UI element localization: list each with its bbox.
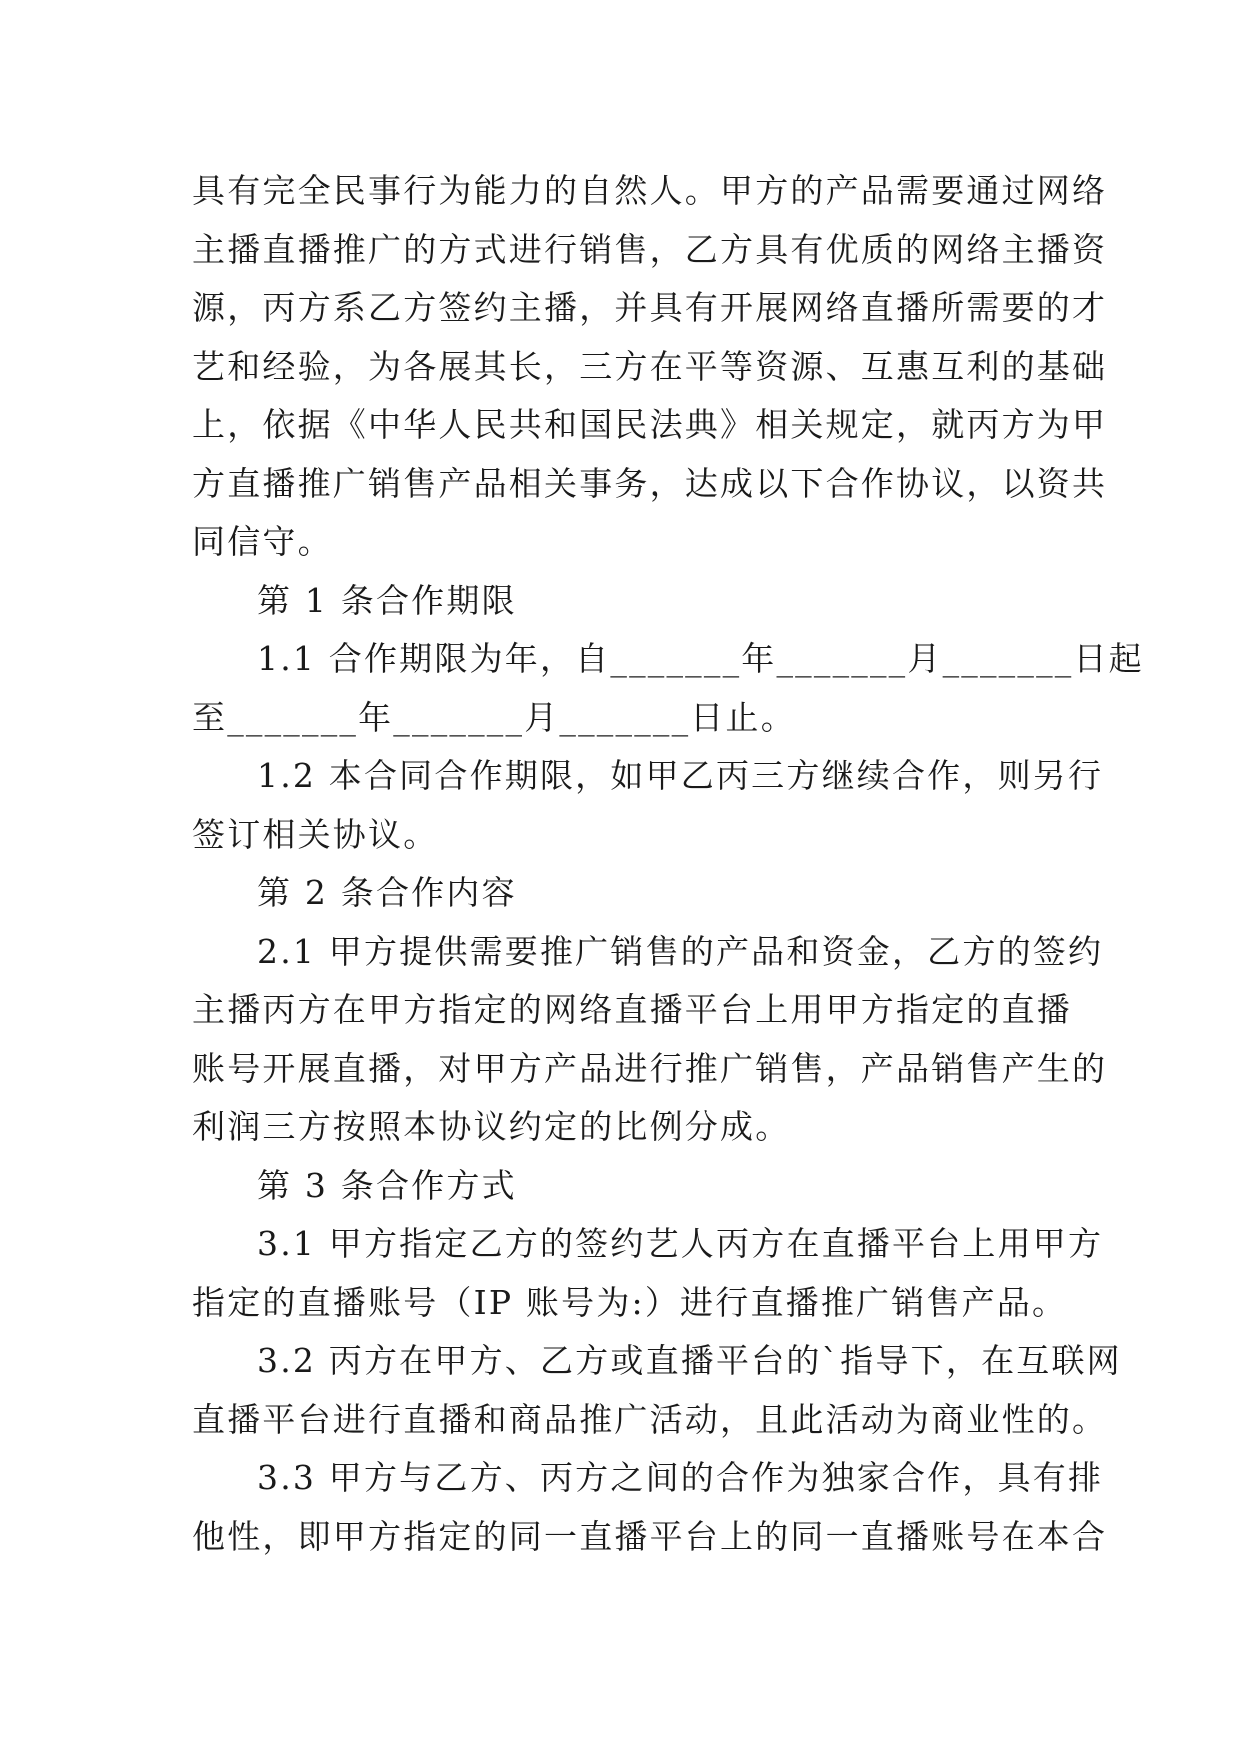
text-line: 源，丙方系乙方签约主播，并具有开展网络直播所需要的才 xyxy=(192,288,1108,327)
text-line: 1.2 本合同合作期限，如甲乙丙三方继续合作，则另行 xyxy=(257,756,1104,795)
text-line: 艺和经验，为各展其长，三方在平等资源、互惠互利的基础 xyxy=(192,346,1108,386)
text-line: 3.1 甲方指定乙方的签约艺人丙方在直播平台上用甲方 xyxy=(257,1224,1104,1263)
text-line: 3.2 丙方在甲方、乙方或直播平台的`指导下，在互联网 xyxy=(257,1341,1122,1380)
text-line: 2.1 甲方提供需要推广销售的产品和资金，乙方的签约 xyxy=(257,931,1104,971)
text-line: 具有完全民事行为能力的自然人。甲方的产品需要通过网络 xyxy=(192,171,1108,210)
text-line: 第 2 条合作内容 xyxy=(257,873,517,912)
contract-body xyxy=(192,162,1144,1566)
text-line: 至_______年_______月_______日止。 xyxy=(192,697,796,737)
text-line: 3.3 甲方与乙方、丙方之间的合作为独家合作，具有排 xyxy=(257,1458,1104,1497)
text-line: 账号开展直播，对甲方产品进行推广销售，产品销售产生的 xyxy=(192,1048,1108,1088)
text-line: 方直播推广销售产品相关事务，达成以下合作协议，以资共 xyxy=(192,463,1108,503)
text-line: 第 1 条合作期限 xyxy=(257,580,517,620)
text-line: 主播丙方在甲方指定的网络直播平台上用甲方指定的直播 xyxy=(192,990,1072,1029)
text-line: 签订相关协议。 xyxy=(192,814,439,854)
text-line: 上，依据《中华人民共和国民法典》相关规定，就丙方为甲 xyxy=(192,405,1108,444)
text-line: 利润三方按照本协议约定的比例分成。 xyxy=(192,1107,791,1146)
text-line: 直播平台进行直播和商品推广活动，且此活动为商业性的。 xyxy=(192,1399,1108,1439)
text-line: 他性，即甲方指定的同一直播平台上的同一直播账号在本合 xyxy=(192,1516,1108,1556)
text-line: 指定的直播账号（IP 账号为:）进行直播推广销售产品。 xyxy=(192,1282,1068,1322)
text-line: 第 3 条合作方式 xyxy=(257,1165,517,1205)
text-line: 1.1 合作期限为年，自_______年_______月_______日起 xyxy=(257,639,1144,678)
text-line: 同信守。 xyxy=(192,522,333,561)
text-line: 主播直播推广的方式进行销售，乙方具有优质的网络主播资 xyxy=(192,229,1108,269)
